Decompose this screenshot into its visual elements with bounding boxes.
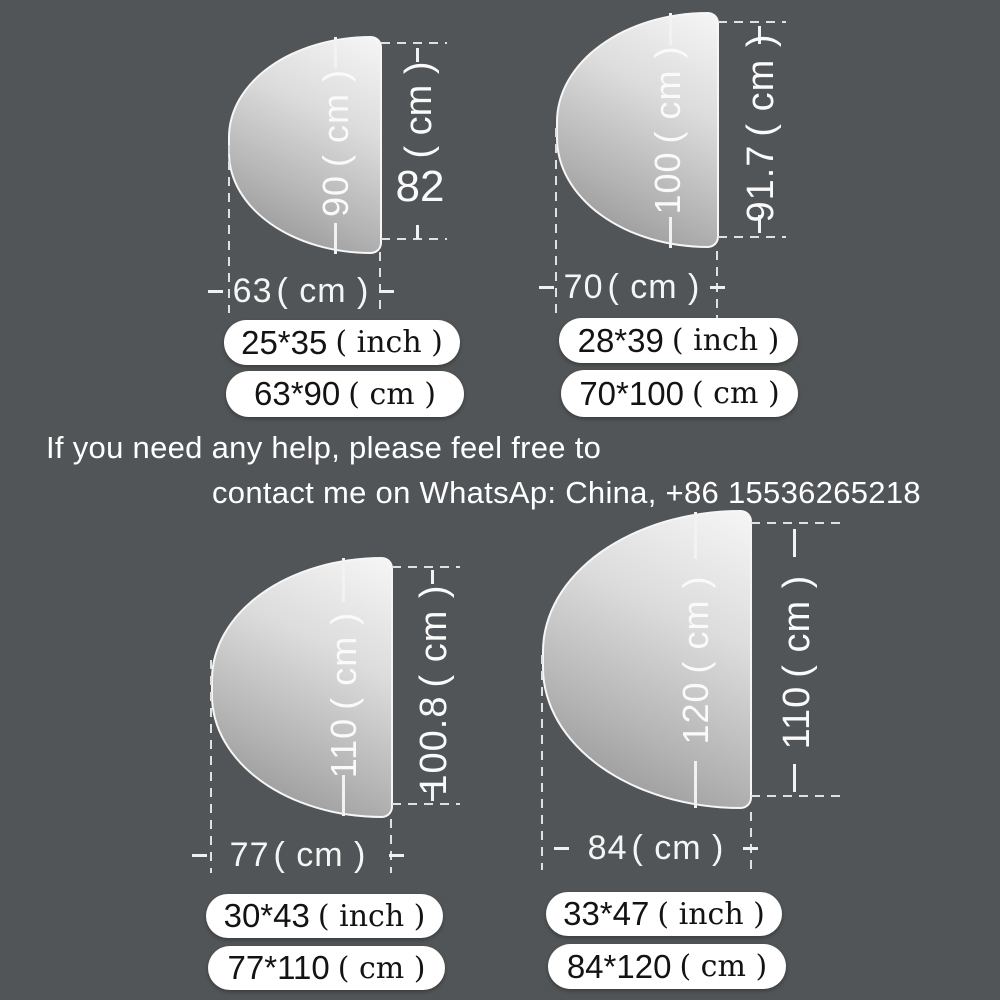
diameter-unit: ( cm )	[675, 575, 716, 674]
width-value: 77	[229, 835, 270, 874]
edge-dimension-tick-bottom	[416, 225, 419, 239]
diameter-label	[322, 535, 366, 855]
width-unit: ( cm )	[631, 828, 725, 867]
diameter-unit: ( cm )	[315, 69, 356, 167]
inch-size-pill	[206, 894, 443, 938]
width-end-tick-right	[743, 847, 758, 850]
inch-size-unit: ( inch )	[317, 898, 426, 934]
width-end-tick-left	[192, 854, 207, 857]
edge-length-unit: ( cm )	[776, 574, 818, 678]
cm-size-value: 84*120	[566, 947, 672, 985]
width-unit: ( cm )	[276, 271, 370, 310]
diameter-label	[646, 0, 690, 290]
width-end-tick-right	[379, 290, 394, 293]
width-dimension	[539, 265, 725, 309]
width-value: 63	[232, 271, 273, 310]
cm-size-value: 70*100	[579, 374, 684, 412]
edge-length-label	[774, 502, 820, 822]
width-extension-line-left	[541, 655, 543, 870]
width-value: 70	[563, 267, 604, 306]
inch-size-value: 25*35	[241, 323, 328, 361]
cm-size-value: 77*110	[227, 949, 330, 986]
inch-size-unit: ( inch )	[335, 325, 443, 360]
width-label	[230, 836, 367, 875]
inch-size-value: 28*39	[577, 321, 664, 359]
edge-extension-line-bottom	[381, 238, 447, 240]
edge-length-value: 82	[395, 162, 445, 211]
diameter-value: 100	[647, 151, 688, 215]
edge-length-label	[738, 0, 784, 288]
inch-size-value: 33*47	[563, 895, 650, 932]
width-label	[564, 268, 701, 307]
width-unit: ( cm )	[607, 267, 701, 306]
diameter-label	[674, 500, 718, 820]
cm-size-unit: ( cm )	[337, 950, 426, 986]
diameter-unit: ( cm )	[323, 611, 364, 710]
edge-length-unit: ( cm )	[398, 61, 440, 159]
cm-size-pill	[548, 944, 786, 989]
width-label	[588, 829, 725, 868]
inch-size-unit: ( inch )	[671, 323, 780, 358]
help-text-line1: If you need any help, please feel free to	[46, 430, 602, 465]
cm-size-unit: ( cm )	[691, 376, 780, 411]
edge-length-value: 110	[776, 685, 818, 750]
cm-size-value: 63*90	[254, 375, 341, 412]
width-dimension	[208, 269, 394, 313]
width-value: 84	[587, 828, 628, 867]
width-end-tick-right	[389, 854, 404, 857]
width-end-tick-left	[554, 847, 569, 850]
width-dimension	[192, 833, 404, 877]
inch-size-pill	[559, 318, 798, 363]
width-unit: ( cm )	[273, 835, 367, 874]
diameter-label	[314, 0, 358, 303]
cm-size-pill	[208, 946, 445, 990]
inch-size-pill	[546, 892, 782, 936]
cm-size-unit: ( cm )	[679, 949, 768, 984]
diameter-value: 120	[675, 681, 716, 745]
width-dimension	[554, 826, 758, 870]
width-end-tick-left	[539, 286, 554, 289]
edge-length-value: 100.8	[413, 695, 455, 796]
edge-length-unit: ( cm )	[413, 584, 455, 688]
diameter-unit: ( cm )	[647, 45, 688, 144]
width-end-tick-right	[710, 286, 725, 289]
help-text-line2: contact me on WhatsAp: China, +86 15536265218	[212, 475, 921, 510]
rug-shape-84x120	[542, 510, 752, 809]
cm-size-unit: ( cm )	[348, 376, 436, 412]
diameter-value: 90	[315, 174, 356, 218]
cm-size-pill	[226, 371, 464, 417]
inch-size-unit: ( inch )	[657, 896, 765, 932]
width-end-tick-left	[208, 290, 223, 293]
inch-size-value: 30*43	[223, 897, 310, 934]
edge-length-value: 91.7	[740, 144, 782, 223]
rug-shape-70x100	[556, 12, 719, 248]
width-label	[233, 272, 370, 311]
rug-shape-63x90	[228, 36, 382, 254]
edge-length-label	[411, 530, 457, 850]
cm-size-pill	[561, 370, 798, 417]
edge-length-unit: ( cm )	[740, 33, 782, 137]
inch-size-pill	[224, 320, 460, 365]
diameter-value: 110	[323, 717, 364, 779]
